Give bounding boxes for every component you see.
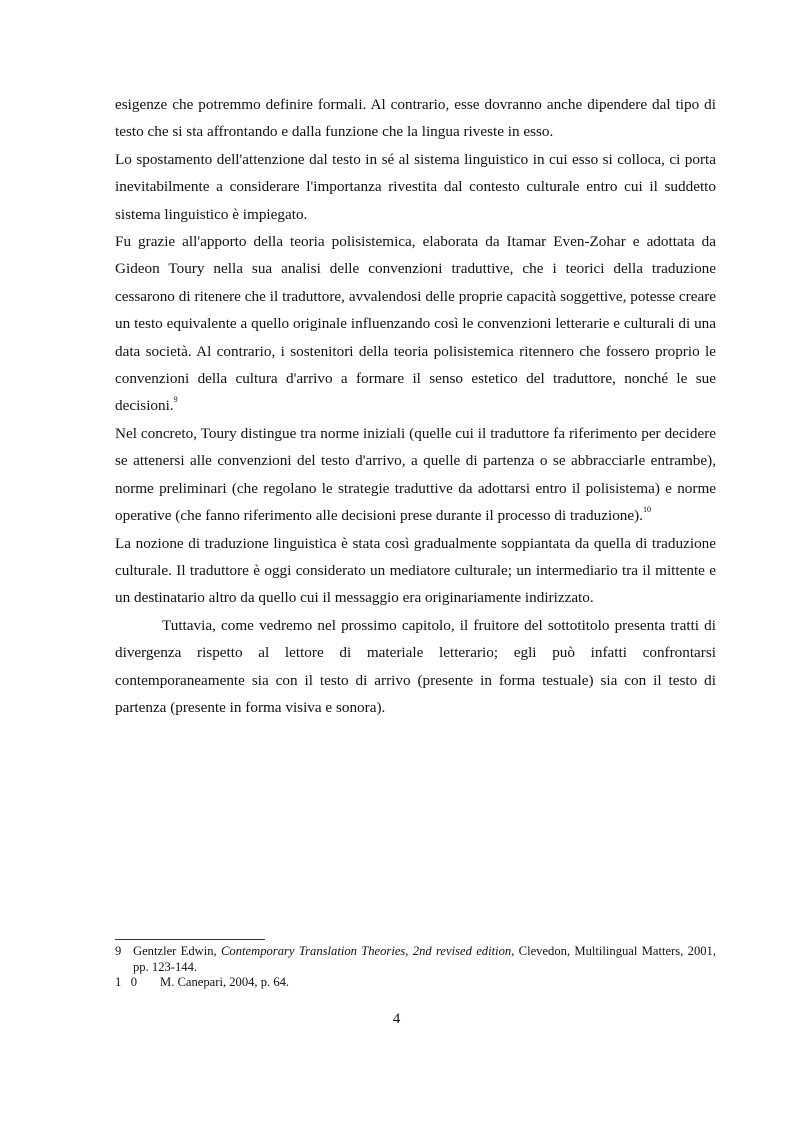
footnote-ref-10[interactable]: 10 [642,505,651,515]
body-text [115,91,716,721]
footnote-title: Contemporary Translation Theories, 2nd revised edition, [221,944,515,958]
footnote-separator [115,939,265,940]
footnote-text: M. Canepari, 2004, p. 64. [160,975,290,990]
footnotes [115,944,716,991]
footnote-9 [115,944,716,975]
paragraph-3: Fu grazie all'apporto della teoria polisistemica, elaborata da Itamar Even-Zohar e adottata da Gideon Toury nella sua analisi delle convenzioni traduttive, che i teorici della traduzione cessarono di ritenere che il traduttore, avvalendosi delle proprie capacità soggettive, potesse creare un testo equivalente a quello originale influenzando così le convenzioni letterarie e culturali di una data società. Al contrario, i sostenitori della teoria polisistemica ritennero che fossero proprio le convenzioni della cultura d'arrivo a formare il senso estetico del traduttore, nonché le sue decisioni.$^9$ [115,233,716,415]
footnote-ref-9[interactable]: 9 [173,395,178,405]
footnote-author: Gentzler Edwin, [133,944,222,958]
paragraph-5: La nozione di traduzione linguistica è stata così gradualmente soppiantata da quella di traduzione culturale. Il traduttore è oggi considerato un mediatore culturale; un intermediario tra il mittente e un destinatario altro da quello cui il messaggio era originariamente indirizzato. [115,534,716,607]
paragraph-4: Nel concreto, Toury distingue tra norme iniziali (quelle cui il traduttore fa riferimento per decidere se attenersi alle convenzioni del testo d'arrivo, a quelle di partenza o se abbracciarle entrambe), norme preliminari (che regolano le strategie traduttive da adottarsi entro il polisistema) e norme operative (che fanno riferimento alle decisioni prese durante il processo di traduzione).$^{10}$ [115,424,716,525]
footnote-rest: Clevedon, Multilingual Matters, 2001, pp. 123-144. [133,944,716,974]
paragraph-1: esigenze che potremmo definire formali. Al contrario, esse dovranno anche dipendere dal tipo di testo che si sta affrontando e dalla funzione che la lingua riveste in esso. [115,96,716,141]
footnote-number: 9 [115,944,122,958]
footnote-number: 1 0 [115,975,138,990]
page-number: 4 [392,1010,401,1027]
footnote-10 [115,975,716,991]
paragraph-6: Tuttavia, come vedremo nel prossimo capitolo, il fruitore del sottotitolo presenta tratti di divergenza rispetto al lettore di materiale letterario; egli può infatti confrontarsi contemporaneamente sia con il testo di arrivo (presente in forma testuale) sia con il testo di partenza (presente in forma visiva e sonora). [115,616,716,716]
paragraph-2: Lo spostamento dell'attenzione dal testo in sé al sistema linguistico in cui esso si colloca, ci porta inevitabilmente a considerare l'importanza rivestita dal contesto culturale entro cui il suddetto sistema linguistico è impiegato. [115,150,716,223]
